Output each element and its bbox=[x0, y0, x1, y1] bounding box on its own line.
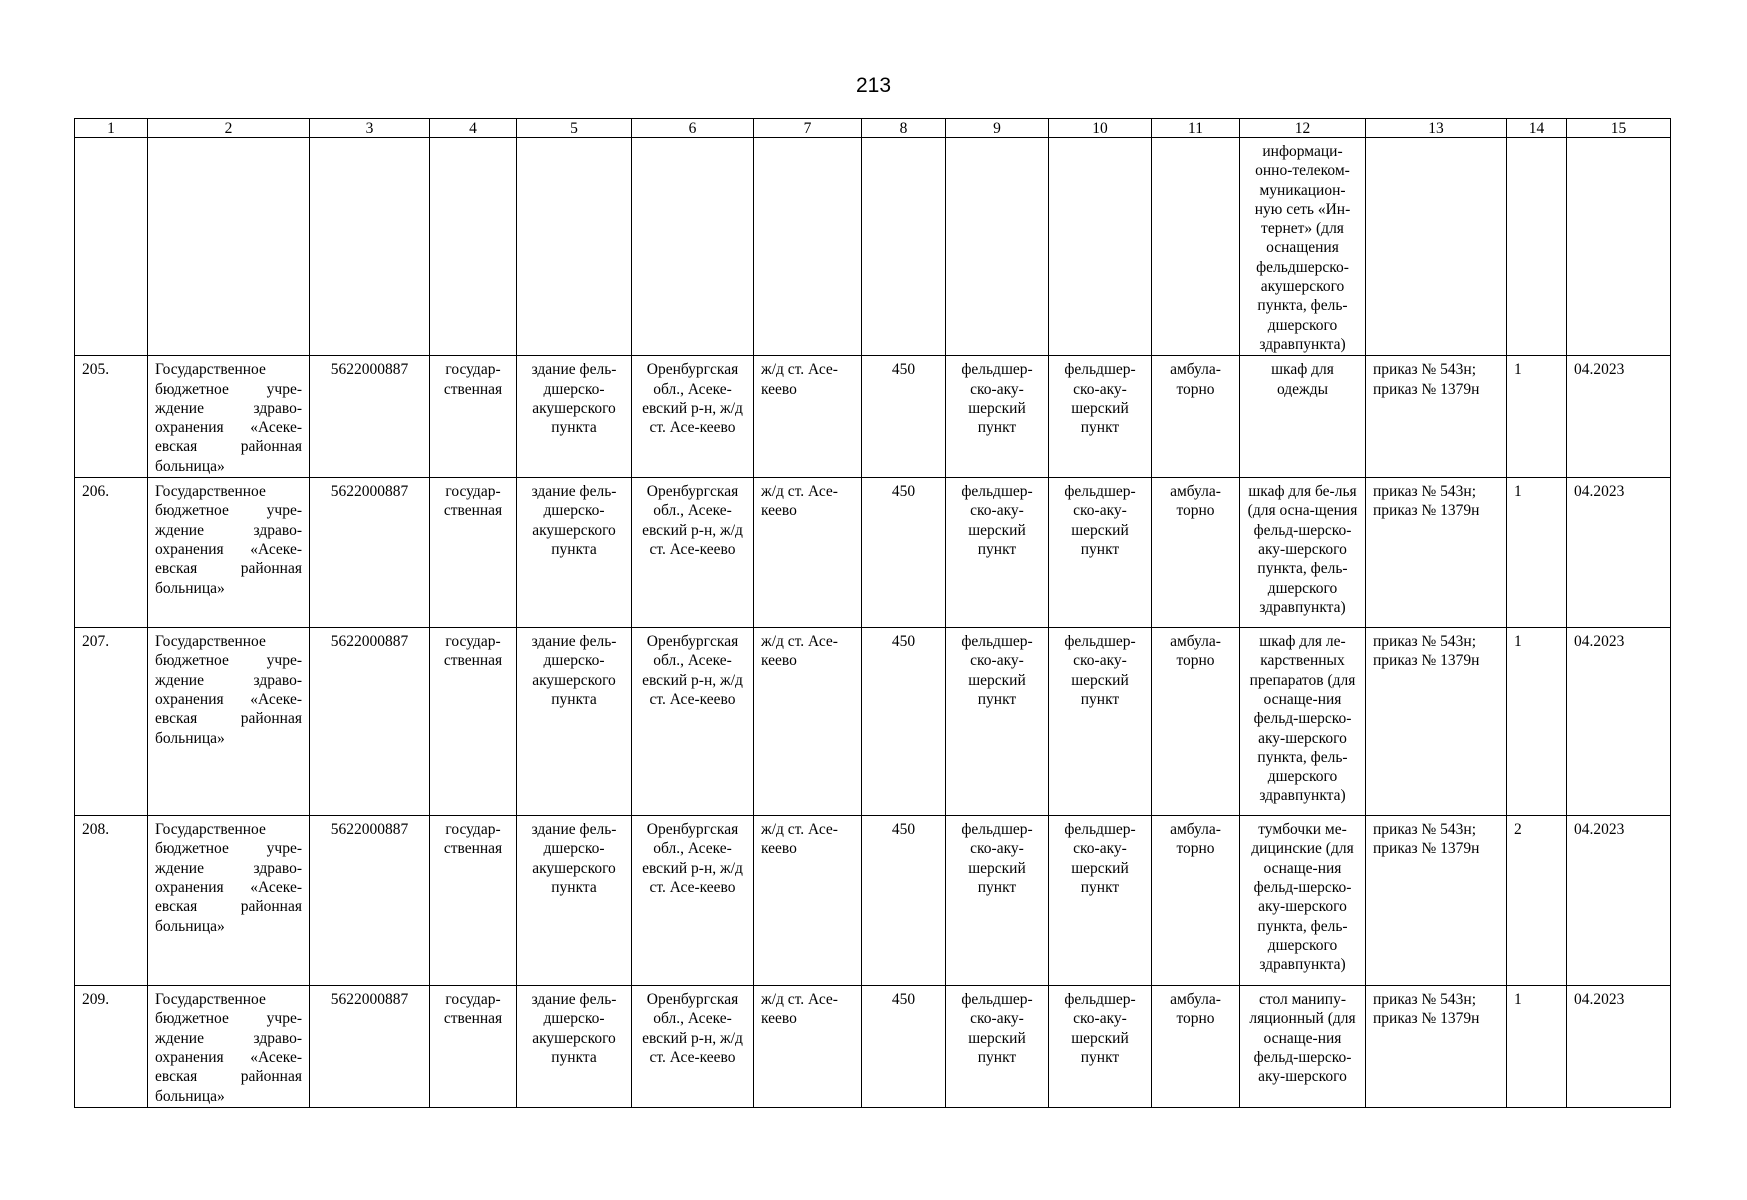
row-number-cell: 205. bbox=[75, 356, 148, 478]
table-row bbox=[75, 628, 1671, 816]
locality-cell: ж/д ст. Асе-кеево bbox=[754, 816, 862, 986]
row-number-cell: 206. bbox=[75, 478, 148, 628]
quantity-cell: 1 bbox=[1507, 356, 1567, 478]
code-cell: 450 bbox=[862, 478, 946, 628]
table-cell bbox=[430, 138, 517, 356]
code-cell: 450 bbox=[862, 816, 946, 986]
care-form-cell: амбула-торно bbox=[1152, 986, 1240, 1108]
table-row bbox=[75, 356, 1671, 478]
column-header: 15 bbox=[1567, 119, 1671, 138]
quantity-cell: 1 bbox=[1507, 478, 1567, 628]
table-row bbox=[75, 816, 1671, 986]
table-cell bbox=[946, 138, 1049, 356]
address-cell: Оренбургская обл., Асеке-евский р-н, ж/д ст. Асе-кеево bbox=[632, 816, 754, 986]
inn-cell: 5622000887 bbox=[310, 356, 430, 478]
order-cell: приказ № 543н; приказ № 1379н bbox=[1366, 986, 1507, 1108]
table-cell bbox=[632, 138, 754, 356]
column-header: 8 bbox=[862, 119, 946, 138]
inn-cell: 5622000887 bbox=[310, 478, 430, 628]
building-cell: здание фель-дшерско-акушерского пункта bbox=[517, 356, 632, 478]
column-header: 6 bbox=[632, 119, 754, 138]
organization-cell: Государственное бюджетное учре-ждение здраво-охранения «Асеке-евская районная больница» bbox=[148, 628, 310, 816]
table-row bbox=[75, 986, 1671, 1108]
ownership-cell: государ-ственная bbox=[430, 816, 517, 986]
table-cell bbox=[75, 138, 148, 356]
date-cell: 04.2023 bbox=[1567, 816, 1671, 986]
code-cell: 450 bbox=[862, 628, 946, 816]
unit-name-cell: фельдшер-ско-аку-шерский пункт bbox=[1049, 986, 1152, 1108]
equipment-cell: шкаф для ле-карственных препаратов (для оснаще-ния фельд-шерско-аку-шерского пункта, фель-дшерского здравпункта) bbox=[1240, 628, 1366, 816]
continuation-row bbox=[75, 138, 1671, 356]
care-form-cell: амбула-торно bbox=[1152, 816, 1240, 986]
building-cell: здание фель-дшерско-акушерского пункта bbox=[517, 986, 632, 1108]
order-cell: приказ № 543н; приказ № 1379н bbox=[1366, 478, 1507, 628]
code-cell: 450 bbox=[862, 356, 946, 478]
ownership-cell: государ-ственная bbox=[430, 356, 517, 478]
column-header: 2 bbox=[148, 119, 310, 138]
table-cell bbox=[310, 138, 430, 356]
inn-cell: 5622000887 bbox=[310, 986, 430, 1108]
column-header: 13 bbox=[1366, 119, 1507, 138]
equipment-cell: информаци-онно-телеком-муникацион-ную сеть «Ин-тернет» (для оснащения фельдшерско-акушерского пункта, фель-дшерского здравпункта) bbox=[1240, 138, 1366, 356]
unit-type-cell: фельдшер-ско-аку-шерский пункт bbox=[946, 986, 1049, 1108]
table-cell bbox=[1366, 138, 1507, 356]
column-header: 4 bbox=[430, 119, 517, 138]
order-cell: приказ № 543н; приказ № 1379н bbox=[1366, 816, 1507, 986]
table-row bbox=[75, 478, 1671, 628]
equipment-cell: стол манипу-ляционный (для оснаще-ния фельд-шерско-аку-шерского bbox=[1240, 986, 1366, 1108]
unit-name-cell: фельдшер-ско-аку-шерский пункт bbox=[1049, 628, 1152, 816]
table-cell bbox=[1567, 138, 1671, 356]
registry-table bbox=[74, 118, 1671, 1108]
table-cell bbox=[1507, 138, 1567, 356]
table-cell bbox=[1152, 138, 1240, 356]
column-header: 1 bbox=[75, 119, 148, 138]
equipment-cell: шкаф для бе-лья (для осна-щения фельд-шерско-аку-шерского пункта, фель-дшерского здравпункта) bbox=[1240, 478, 1366, 628]
locality-cell: ж/д ст. Асе-кеево bbox=[754, 478, 862, 628]
ownership-cell: государ-ственная bbox=[430, 478, 517, 628]
row-number-cell: 209. bbox=[75, 986, 148, 1108]
column-header: 11 bbox=[1152, 119, 1240, 138]
address-cell: Оренбургская обл., Асеке-евский р-н, ж/д ст. Асе-кеево bbox=[632, 478, 754, 628]
organization-cell: Государственное бюджетное учре-ждение здраво-охранения «Асеке-евская районная больница» bbox=[148, 816, 310, 986]
date-cell: 04.2023 bbox=[1567, 986, 1671, 1108]
building-cell: здание фель-дшерско-акушерского пункта bbox=[517, 816, 632, 986]
organization-cell: Государственное бюджетное учре-ждение здраво-охранения «Асеке-евская районная больница» bbox=[148, 986, 310, 1108]
care-form-cell: амбула-торно bbox=[1152, 356, 1240, 478]
quantity-cell: 2 bbox=[1507, 816, 1567, 986]
row-number-cell: 208. bbox=[75, 816, 148, 986]
unit-type-cell: фельдшер-ско-аку-шерский пункт bbox=[946, 356, 1049, 478]
equipment-cell: шкаф для одежды bbox=[1240, 356, 1366, 478]
code-cell: 450 bbox=[862, 986, 946, 1108]
table-cell bbox=[862, 138, 946, 356]
date-cell: 04.2023 bbox=[1567, 628, 1671, 816]
inn-cell: 5622000887 bbox=[310, 628, 430, 816]
organization-cell: Государственное бюджетное учре-ждение здраво-охранения «Асеке-евская районная больница» bbox=[148, 478, 310, 628]
order-cell: приказ № 543н; приказ № 1379н bbox=[1366, 356, 1507, 478]
address-cell: Оренбургская обл., Асеке-евский р-н, ж/д ст. Асе-кеево bbox=[632, 356, 754, 478]
locality-cell: ж/д ст. Асе-кеево bbox=[754, 628, 862, 816]
column-header: 14 bbox=[1507, 119, 1567, 138]
table-cell bbox=[754, 138, 862, 356]
date-cell: 04.2023 bbox=[1567, 478, 1671, 628]
ownership-cell: государ-ственная bbox=[430, 986, 517, 1108]
page-number: 213 bbox=[855, 74, 892, 97]
address-cell: Оренбургская обл., Асеке-евский р-н, ж/д ст. Асе-кеево bbox=[632, 986, 754, 1108]
header-row bbox=[75, 119, 1671, 138]
care-form-cell: амбула-торно bbox=[1152, 628, 1240, 816]
building-cell: здание фель-дшерско-акушерского пункта bbox=[517, 478, 632, 628]
quantity-cell: 1 bbox=[1507, 986, 1567, 1108]
equipment-cell: тумбочки ме-дицинские (для оснаще-ния фельд-шерско-аку-шерского пункта, фель-дшерского здравпункта) bbox=[1240, 816, 1366, 986]
address-cell: Оренбургская обл., Асеке-евский р-н, ж/д ст. Асе-кеево bbox=[632, 628, 754, 816]
date-cell: 04.2023 bbox=[1567, 356, 1671, 478]
inn-cell: 5622000887 bbox=[310, 816, 430, 986]
column-header: 5 bbox=[517, 119, 632, 138]
care-form-cell: амбула-торно bbox=[1152, 478, 1240, 628]
building-cell: здание фель-дшерско-акушерского пункта bbox=[517, 628, 632, 816]
column-header: 9 bbox=[946, 119, 1049, 138]
unit-type-cell: фельдшер-ско-аку-шерский пункт bbox=[946, 628, 1049, 816]
row-number-cell: 207. bbox=[75, 628, 148, 816]
ownership-cell: государ-ственная bbox=[430, 628, 517, 816]
unit-type-cell: фельдшер-ско-аку-шерский пункт bbox=[946, 816, 1049, 986]
table-cell bbox=[1049, 138, 1152, 356]
column-header: 12 bbox=[1240, 119, 1366, 138]
locality-cell: ж/д ст. Асе-кеево bbox=[754, 356, 862, 478]
table-cell bbox=[148, 138, 310, 356]
unit-name-cell: фельдшер-ско-аку-шерский пункт bbox=[1049, 478, 1152, 628]
order-cell: приказ № 543н; приказ № 1379н bbox=[1366, 628, 1507, 816]
unit-type-cell: фельдшер-ско-аку-шерский пункт bbox=[946, 478, 1049, 628]
organization-cell: Государственное бюджетное учре-ждение здраво-охранения «Асеке-евская районная больница» bbox=[148, 356, 310, 478]
column-header: 7 bbox=[754, 119, 862, 138]
unit-name-cell: фельдшер-ско-аку-шерский пункт bbox=[1049, 356, 1152, 478]
locality-cell: ж/д ст. Асе-кеево bbox=[754, 986, 862, 1108]
quantity-cell: 1 bbox=[1507, 628, 1567, 816]
table-cell bbox=[517, 138, 632, 356]
column-header: 3 bbox=[310, 119, 430, 138]
column-header: 10 bbox=[1049, 119, 1152, 138]
unit-name-cell: фельдшер-ско-аку-шерский пункт bbox=[1049, 816, 1152, 986]
